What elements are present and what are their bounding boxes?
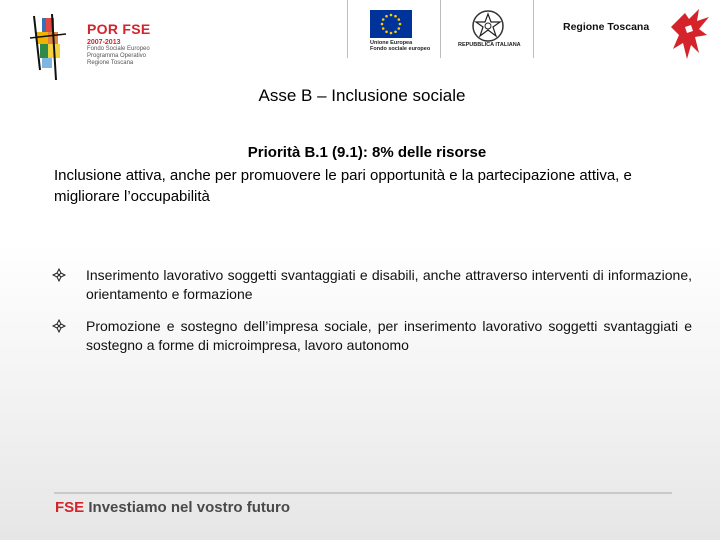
por-fse-text	[87, 21, 151, 67]
por-fse-logo	[22, 10, 82, 82]
diamond-bullet-icon	[52, 268, 66, 282]
list-item-text: Promozione e sostegno dell’impresa sociale, per inserimento lavorativo soggetti svantaggiati e sostegno a forme di microimpresa, lavoro autonomo	[86, 318, 692, 353]
por-fse-sub-1: Fondo Sociale Europeo	[87, 46, 150, 52]
header-separator	[347, 0, 348, 58]
footer-text: Investiamo nel vostro futuro	[88, 499, 291, 516]
header-separator	[440, 0, 441, 58]
priority-heading: Priorità B.1 (9.1): 8% delle risorse	[247, 144, 487, 161]
list-item-text: Inserimento lavorativo soggetti svantaggiati e disabili, anche attraverso interventi di informazione, orientamento e formazione	[86, 267, 692, 302]
slide-title: Asse B – Inclusione sociale	[258, 86, 466, 105]
bullet-list	[52, 266, 692, 368]
eu-caption	[370, 40, 430, 52]
por-fse-years: 2007-2013	[87, 39, 121, 46]
header-separator	[533, 0, 534, 58]
por-fse-sub-3: Regione Toscana	[87, 60, 134, 66]
regione-toscana-pegasus-icon	[665, 5, 713, 63]
diamond-bullet-icon	[52, 319, 66, 333]
eu-caption-line-2: Fondo sociale europeo	[370, 46, 431, 52]
por-fse-sub-2: Programma Operativo	[87, 53, 147, 59]
region-label: Regione Toscana	[563, 21, 650, 33]
italian-republic-emblem-icon	[470, 8, 506, 44]
footer-tagline	[55, 499, 290, 516]
por-fse-title: POR FSE	[87, 21, 151, 37]
eu-flag-icon	[370, 10, 412, 38]
eu-caption-line-1: Unione Europea	[370, 40, 413, 46]
priority-description: Inclusione attiva, anche per promuovere le pari opportunità e la partecipazione attiva, e migliorare l’occupabilità	[54, 167, 632, 205]
footer-brand: FSE	[55, 499, 85, 516]
republic-caption: REPUBBLICA ITALIANA	[458, 42, 521, 48]
list-item	[52, 266, 692, 304]
slide-header	[0, 0, 720, 70]
footer-divider	[54, 492, 672, 494]
list-item	[52, 317, 692, 355]
